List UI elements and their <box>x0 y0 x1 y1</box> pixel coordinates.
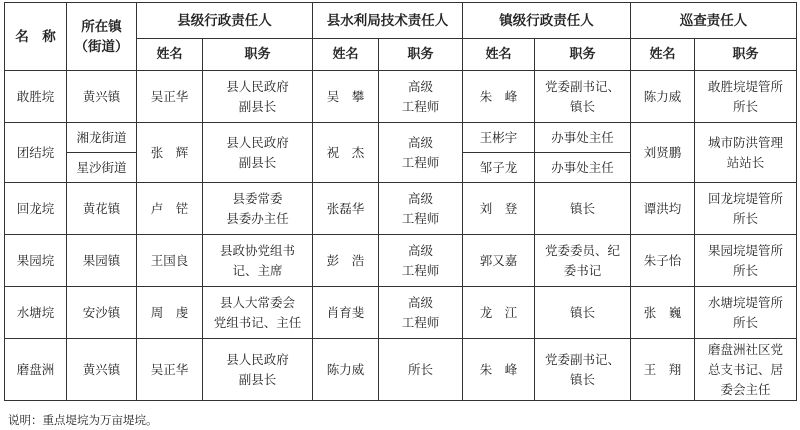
subheader-patrol-position: 职务 <box>695 39 797 71</box>
patrol-name: 王 翔 <box>631 339 695 401</box>
patrol-name: 张 巍 <box>631 287 695 339</box>
water-bureau-name: 吴 攀 <box>313 71 379 123</box>
county-admin-position: 县人大常委会 党组书记、主任 <box>203 287 313 339</box>
header-name: 名 称 <box>5 3 67 71</box>
subheader-county-name: 姓名 <box>137 39 203 71</box>
water-bureau-name: 祝 杰 <box>313 123 379 183</box>
water-bureau-name: 肖育斐 <box>313 287 379 339</box>
subheader-town-name: 姓名 <box>463 39 535 71</box>
patrol-position: 果园垸堤管所 所长 <box>695 235 797 287</box>
county-admin-position: 县人民政府 副县长 <box>203 71 313 123</box>
water-bureau-name: 彭 浩 <box>313 235 379 287</box>
county-admin-name: 卢 铓 <box>137 183 203 235</box>
water-bureau-position: 所长 <box>379 339 463 401</box>
header-row <box>5 3 797 39</box>
water-bureau-position: 高级 工程师 <box>379 287 463 339</box>
town-admin-name: 王彬宇 <box>463 123 535 153</box>
subheader-county-position: 职务 <box>203 39 313 71</box>
town-admin-name: 朱 峰 <box>463 71 535 123</box>
county-admin-position: 县人民政府 副县长 <box>203 123 313 183</box>
town-admin-position: 办事处主任 <box>535 153 631 183</box>
water-bureau-name: 张磊华 <box>313 183 379 235</box>
document <box>4 2 797 427</box>
table-row <box>5 287 797 339</box>
table-row <box>5 183 797 235</box>
header-town: 所在镇 （街道） <box>67 3 137 71</box>
patrol-position: 水塘垸堤管所 所长 <box>695 287 797 339</box>
town-admin-name: 朱 峰 <box>463 339 535 401</box>
county-admin-name: 张 辉 <box>137 123 203 183</box>
patrol-name: 谭洪均 <box>631 183 695 235</box>
town-admin-position: 党委委员、纪 委书记 <box>535 235 631 287</box>
water-bureau-position: 高级 工程师 <box>379 235 463 287</box>
town-cell: 黄兴镇 <box>67 339 137 401</box>
patrol-position: 城市防洪管理 站站长 <box>695 123 797 183</box>
county-admin-name: 周 虔 <box>137 287 203 339</box>
levee-name: 敢胜垸 <box>5 71 67 123</box>
town-cell: 果园镇 <box>67 235 137 287</box>
town-admin-position: 镇长 <box>535 183 631 235</box>
table-row <box>5 123 797 153</box>
town-admin-position: 办事处主任 <box>535 123 631 153</box>
county-admin-name: 王国良 <box>137 235 203 287</box>
county-admin-position: 县人民政府 副县长 <box>203 339 313 401</box>
patrol-name: 朱子怡 <box>631 235 695 287</box>
header-water-bureau: 县水利局技术责任人 <box>313 3 463 39</box>
county-admin-name: 吴正华 <box>137 339 203 401</box>
town-cell: 安沙镇 <box>67 287 137 339</box>
table-row <box>5 339 797 401</box>
levee-name: 回龙垸 <box>5 183 67 235</box>
town-cell: 湘龙街道 <box>67 123 137 153</box>
town-admin-name: 郭又嘉 <box>463 235 535 287</box>
water-bureau-name: 陈力威 <box>313 339 379 401</box>
levee-name: 团结垸 <box>5 123 67 183</box>
town-admin-position: 镇长 <box>535 287 631 339</box>
responsibility-table <box>4 2 797 401</box>
table-row <box>5 71 797 123</box>
town-admin-name: 刘 登 <box>463 183 535 235</box>
patrol-position: 敢胜垸堤管所 所长 <box>695 71 797 123</box>
town-cell: 黄花镇 <box>67 183 137 235</box>
levee-name: 磨盘洲 <box>5 339 67 401</box>
county-admin-position: 县委常委 县委办主任 <box>203 183 313 235</box>
water-bureau-position: 高级 工程师 <box>379 123 463 183</box>
subheader-water-name: 姓名 <box>313 39 379 71</box>
subheader-town-position: 职务 <box>535 39 631 71</box>
water-bureau-position: 高级 工程师 <box>379 71 463 123</box>
town-cell: 星沙街道 <box>67 153 137 183</box>
patrol-name: 陈力威 <box>631 71 695 123</box>
town-cell: 黄兴镇 <box>67 71 137 123</box>
levee-name: 果园垸 <box>5 235 67 287</box>
levee-name: 水塘垸 <box>5 287 67 339</box>
footnote: 说明：重点堤垸为万亩堤垸。 <box>8 413 158 427</box>
header-county-admin: 县级行政责任人 <box>137 3 313 39</box>
county-admin-position: 县政协党组书 记、主席 <box>203 235 313 287</box>
subheader-patrol-name: 姓名 <box>631 39 695 71</box>
subheader-water-position: 职务 <box>379 39 463 71</box>
town-admin-name: 龙 江 <box>463 287 535 339</box>
town-admin-position: 党委副书记、 镇长 <box>535 71 631 123</box>
water-bureau-position: 高级 工程师 <box>379 183 463 235</box>
county-admin-name: 吴正华 <box>137 71 203 123</box>
header-town-admin: 镇级行政责任人 <box>463 3 631 39</box>
town-admin-position: 党委副书记、 镇长 <box>535 339 631 401</box>
patrol-position: 回龙垸堤管所 所长 <box>695 183 797 235</box>
table-row <box>5 235 797 287</box>
patrol-name: 刘贤鹏 <box>631 123 695 183</box>
header-patrol: 巡查责任人 <box>631 3 797 39</box>
patrol-position: 磨盘洲社区党 总支书记、居 委会主任 <box>695 339 797 401</box>
town-admin-name: 邹子龙 <box>463 153 535 183</box>
